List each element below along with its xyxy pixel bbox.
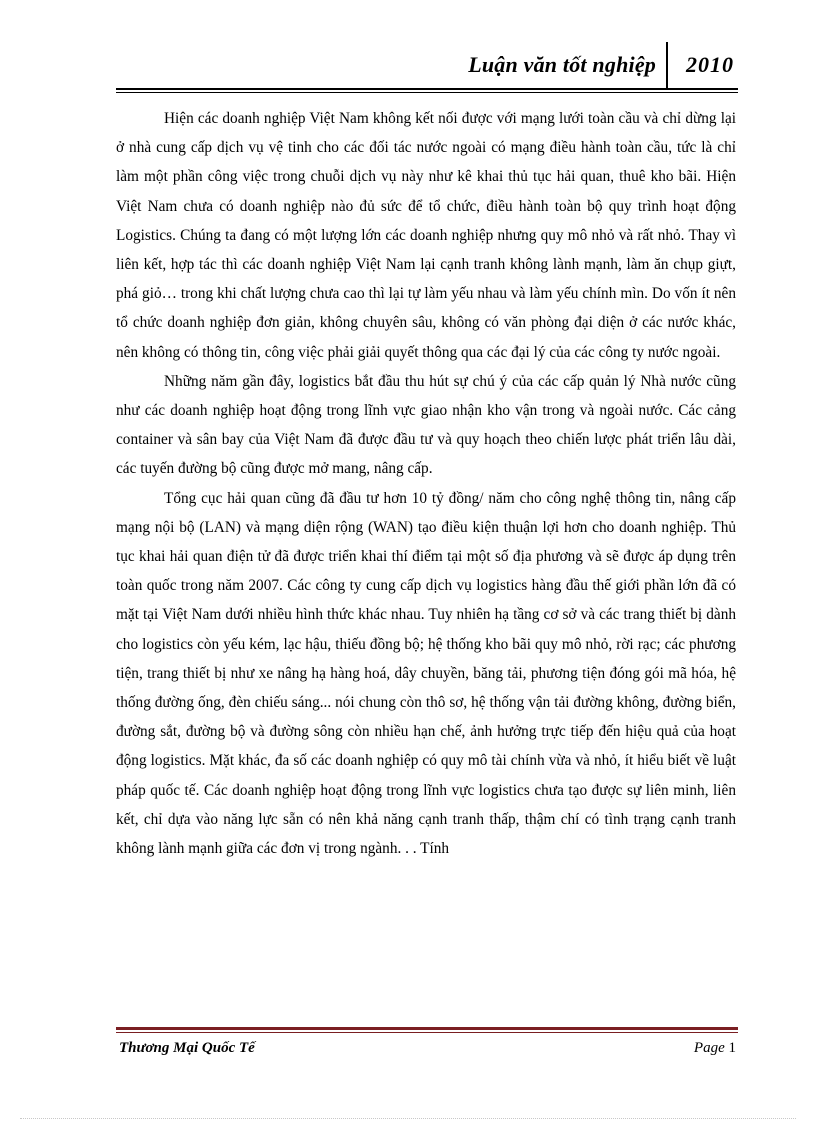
page-edge	[20, 1118, 796, 1119]
footer-section-title: Thương Mại Quốc Tế	[119, 1040, 255, 1056]
document-body	[116, 104, 736, 863]
paragraph: Tổng cục hải quan cũng đã đầu tư hơn 10 tỷ đồng/ năm cho công nghệ thông tin, nâng cấp mạng nội bộ (LAN) và mạng diện rộng (WAN) tạo điều kiện thuận lợi hơn cho doanh nghiệp. Thủ tục khai hải quan điện tử đã được triển khai thí điểm tại một số địa phương và sẽ được áp dụng trên toàn quốc trong năm 2007. Các công ty cung cấp dịch vụ logistics hàng đầu thế giới phần lớn đã có mặt tại Việt Nam dưới nhiều hình thức khác nhau. Tuy nhiên hạ tầng cơ sở và các trang thiết bị dành cho logistics còn yếu kém, lạc hậu, thiếu đồng bộ; hệ thống kho bãi quy mô nhỏ, rời rạc; các phương tiện, trang thiết bị như xe nâng hạ hàng hoá, dây chuyền, băng tải, phương tiện đóng gói mã hóa, hệ thống đường ống, đèn chiếu sáng... nói chung còn thô sơ, hệ thống vận tải đường không, đường biển, đường sắt, đường bộ và đường sông còn nhiều hạn chế, ảnh hưởng trực tiếp đến hiệu quả của hoạt động logistics. Mặt khác, đa số các doanh nghiệp có quy mô tài chính vừa và nhỏ, ít hiểu biết về luật pháp quốc tế. Các doanh nghiệp hoạt động trong lĩnh vực logistics chưa tạo được sự liên minh, liên kết, chỉ dựa vào năng lực sẵn có nên khả năng cạnh tranh thấp, thậm chí có tình trạng cạnh tranh không lành mạnh giữa các đơn vị trong ngành. . . Tính	[116, 489, 736, 858]
header-rule	[116, 88, 738, 90]
header-divider	[666, 42, 668, 88]
page-number-value: 1	[728, 1040, 736, 1056]
page-label: Page	[693, 1040, 725, 1056]
footer-rule	[116, 1027, 738, 1030]
paragraph: Hiện các doanh nghiệp Việt Nam không kết nối được với mạng lưới toàn cầu và chỉ dừng lại ở nhà cung cấp dịch vụ vệ tinh cho các đối tác nước ngoài có mạng điều hành toàn cầu, tức là chỉ làm một phần công việc trong chuỗi dịch vụ này như kê khai thủ tục hải quan, thuê kho bãi. Hiện Việt Nam chưa có doanh nghiệp nào đủ sức để tổ chức, điều hành toàn bộ quy trình hoạt động Logistics. Chúng ta đang có một lượng lớn các doanh nghiệp nhưng quy mô nhỏ và rất nhỏ. Thay vì liên kết, hợp tác thì các doanh nghiệp Việt Nam lại cạnh tranh không lành mạnh, làm ăn chụp giựt, phá giỏ… trong khi chất lượng chưa cao thì lại tự làm yếu nhau và làm yếu chính mìn. Do vốn ít nên tổ chức doanh nghiệp đơn giản, không chuyên sâu, không có văn phòng đại diện ở các nước khác, nên không có thông tin, công việc phải giải quyết thông qua các đại lý của các công ty nước ngoài.	[116, 110, 736, 361]
page-header	[116, 38, 736, 90]
header-year: 2010	[686, 52, 734, 77]
page-number	[694, 1040, 736, 1057]
paragraph: Những năm gần đây, logistics bắt đầu thu hút sự chú ý của các cấp quản lý Nhà nước cũng như các doanh nghiệp hoạt động trong lĩnh vực giao nhận kho vận trong và ngoài nước. Các cảng container và sân bay của Việt Nam đã được đầu tư và quy hoạch theo chiến lược phát triển lâu dài, các tuyến đường bộ cũng được mở mang, nâng cấp.	[116, 372, 736, 478]
header-rule-thin	[116, 92, 738, 93]
header-title: Luận văn tốt nghiệp	[468, 52, 656, 77]
footer-rule-thin	[116, 1032, 738, 1033]
